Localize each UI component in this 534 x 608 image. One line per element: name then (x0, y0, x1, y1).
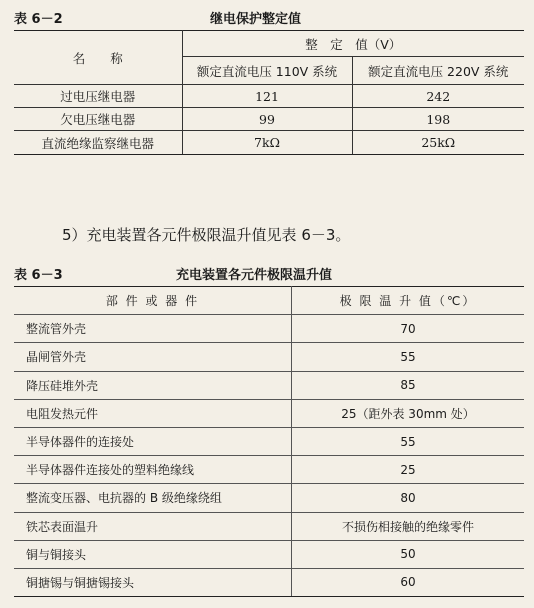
row-part: 晶闸管外壳 (14, 343, 292, 371)
header-setting-group: 整 定 值（V） (182, 31, 524, 57)
row-name: 直流绝缘监察继电器 (14, 131, 182, 155)
row-value-110v: 7kΩ (182, 131, 352, 155)
table1-title: 继电保护整定值 (210, 12, 302, 27)
row-value: 80 (292, 484, 525, 512)
row-part: 半导体器件的连接处 (14, 427, 292, 455)
row-value-220v: 198 (352, 108, 524, 131)
row-value: 85 (292, 371, 525, 399)
row-value: 25（距外表 30mm 处） (292, 399, 525, 427)
row-value: 70 (292, 315, 525, 343)
row-value: 25 (292, 456, 525, 484)
row-part: 铜搪锡与铜搪锡接头 (14, 568, 292, 596)
table-row (14, 315, 524, 343)
row-value: 60 (292, 568, 525, 596)
table-header-row (14, 287, 524, 315)
row-part: 电阻发热元件 (14, 399, 292, 427)
table2-number: 表 6－3 (14, 268, 63, 283)
table2-title: 充电装置各元件极限温升值 (176, 268, 333, 283)
table1-caption (14, 8, 514, 26)
table-row (14, 512, 524, 540)
row-value: 55 (292, 427, 525, 455)
row-part: 铁芯表面温升 (14, 512, 292, 540)
row-value: 55 (292, 343, 525, 371)
header-part: 部 件 或 器 件 (14, 287, 292, 315)
table-row (14, 427, 524, 455)
table-row (14, 540, 524, 568)
row-part: 铜与铜接头 (14, 540, 292, 568)
table-row (14, 131, 524, 155)
relay-settings-table (14, 30, 524, 155)
header-220v: 额定直流电压 220V 系统 (352, 57, 524, 85)
table-row (14, 108, 524, 131)
table1-number: 表 6－2 (14, 12, 63, 27)
header-value: 极 限 温 升 值（℃） (292, 287, 525, 315)
body-paragraph: 5）充电装置各元件极限温升值见表 6－3。 (62, 226, 351, 244)
row-value-110v: 121 (182, 85, 352, 108)
row-part: 半导体器件连接处的塑料绝缘线 (14, 456, 292, 484)
table-row (14, 371, 524, 399)
row-value: 不损伤相接触的绝缘零件 (292, 512, 525, 540)
temperature-rise-table (14, 286, 524, 597)
row-part: 整流管外壳 (14, 315, 292, 343)
table2-caption (14, 264, 514, 282)
row-value-220v: 25kΩ (352, 131, 524, 155)
table-row (14, 85, 524, 108)
row-name: 过电压继电器 (14, 85, 182, 108)
table-row (14, 399, 524, 427)
header-name-cell: 名 称 (14, 31, 182, 85)
row-part: 降压硅堆外壳 (14, 371, 292, 399)
row-name: 欠电压继电器 (14, 108, 182, 131)
table-row (14, 484, 524, 512)
header-110v: 额定直流电压 110V 系统 (182, 57, 352, 85)
row-value-220v: 242 (352, 85, 524, 108)
table-row (14, 456, 524, 484)
row-value-110v: 99 (182, 108, 352, 131)
row-value: 50 (292, 540, 525, 568)
table-row (14, 568, 524, 596)
table-row (14, 343, 524, 371)
row-part: 整流变压器、电抗器的 B 级绝缘绕组 (14, 484, 292, 512)
